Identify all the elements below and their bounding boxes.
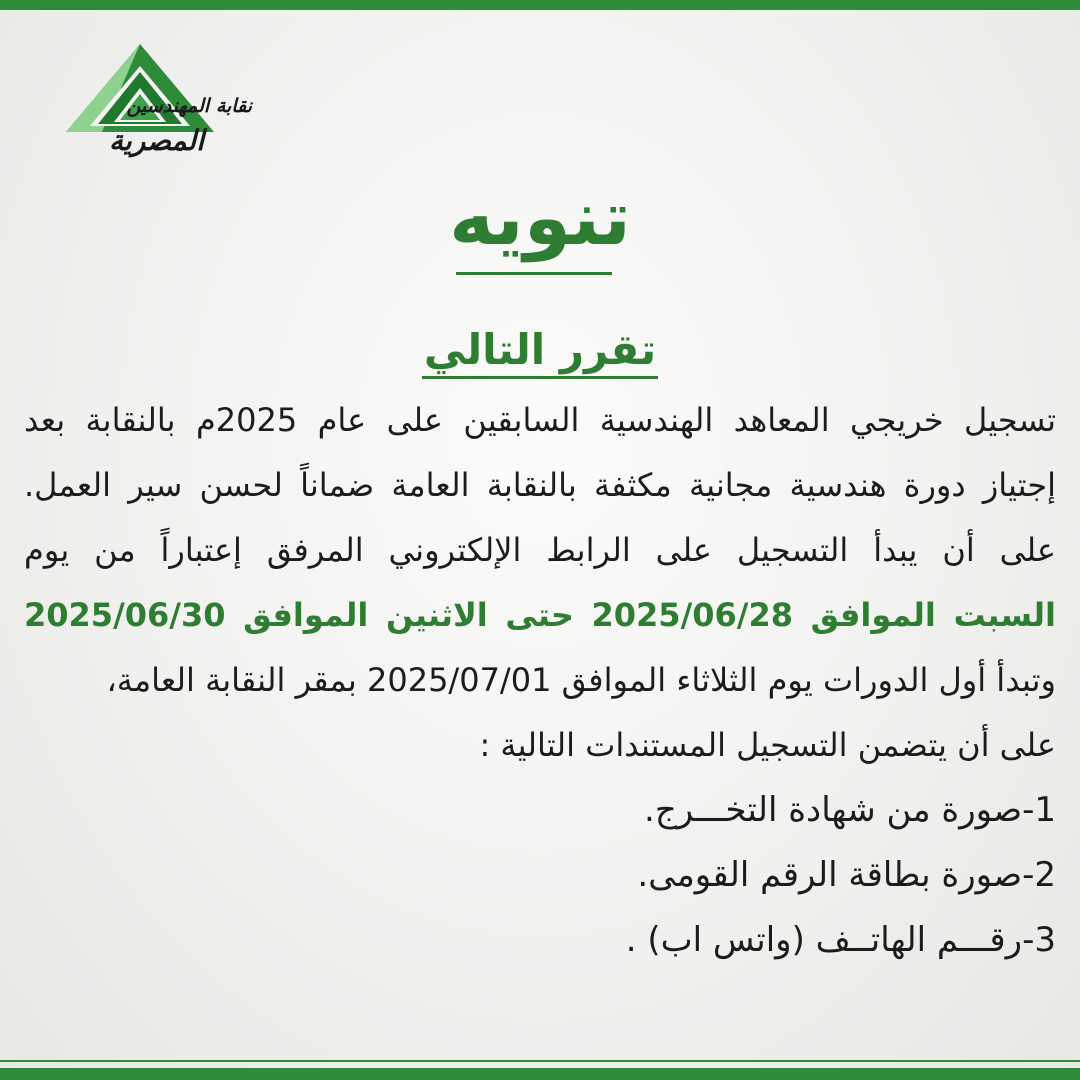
document-item-3: 3-رقـــم الهاتــف (واتس اب) . bbox=[625, 920, 1056, 960]
body-line-2: إجتياز دورة هندسية مجانية مكثفة بالنقابة العامة ضماناً لحسن سير العمل. bbox=[24, 466, 1056, 504]
title-underline bbox=[456, 272, 612, 275]
page-title: تنويه bbox=[449, 173, 631, 262]
subtitle-text: تقرر التالي bbox=[422, 325, 658, 379]
logo-text-syndicate: نقابة المهندسين bbox=[126, 95, 252, 117]
document-item-1: 1-صورة من شهادة التخـــرج. bbox=[644, 790, 1056, 830]
announcement-body bbox=[24, 388, 1056, 973]
body-line-3: على أن يبدأ التسجيل على الرابط الإلكتروني المرفق إعتباراً من يوم bbox=[24, 531, 1056, 569]
document-item-2: 2-صورة بطاقة الرقم القومى. bbox=[637, 855, 1056, 895]
body-line-1: تسجيل خريجي المعاهد الهندسية السابقين على عام 2025م بالنقابة بعد bbox=[24, 401, 1056, 439]
body-line-5: وتبدأ أول الدورات يوم الثلاثاء الموافق 2025/07/01 بمقر النقابة العامة، bbox=[106, 661, 1056, 699]
subtitle bbox=[0, 320, 1080, 389]
logo-text-egyptian: المصرية bbox=[108, 124, 204, 157]
bottom-border bbox=[0, 1068, 1080, 1080]
bottom-border-line bbox=[0, 1060, 1080, 1062]
syndicate-logo bbox=[62, 40, 262, 170]
top-border bbox=[0, 0, 1080, 10]
body-line-6: على أن يتضمن التسجيل المستندات التالية : bbox=[479, 726, 1056, 764]
body-line-dates: السبت الموافق 2025/06/28 حتى الاثنين الموافق 2025/06/30 bbox=[24, 596, 1056, 634]
